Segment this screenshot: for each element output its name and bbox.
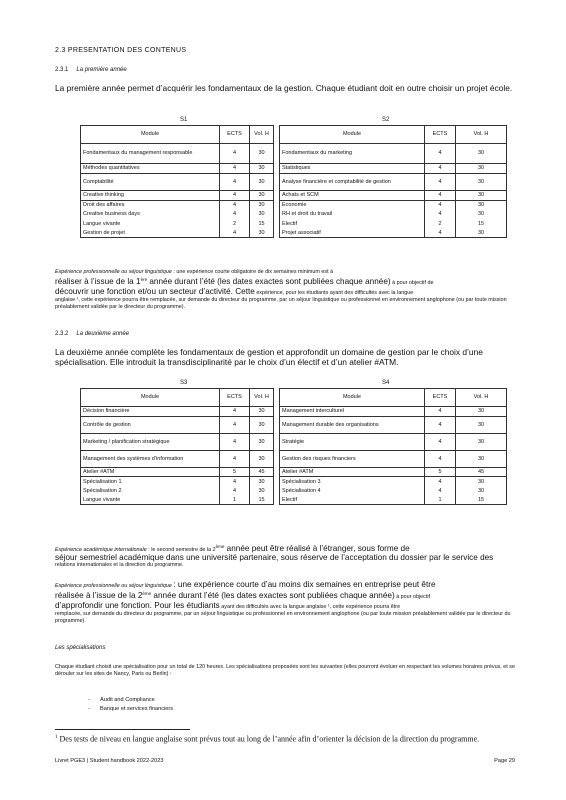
- first-year-intro: La première année permet d’acquérir les fondamentaux de la gestion. Chaque étudiant doit en outre choisir un projet école.: [55, 83, 513, 93]
- volume-cell: 30: [456, 191, 507, 201]
- ects-cell: 4: [220, 434, 250, 451]
- volume-cell: 30: [250, 164, 274, 174]
- module-cell: Langue vivante: [81, 220, 220, 229]
- second-year-intro: La deuxième année complète les fondamentaux de gestion et approfondit un domaine de gestion par le choix d’une spécialisation. Elle introduit la transdisciplinarité par le choix d’un électif et d’un atelier #ATM.: [55, 347, 483, 367]
- table-row: [81, 417, 507, 434]
- subsection-heading-232: [55, 331, 129, 337]
- ects-cell: 2: [220, 220, 250, 229]
- ects-cell: 4: [425, 477, 456, 487]
- volume-cell: 30: [456, 407, 507, 417]
- table-row: [81, 229, 507, 238]
- ects-cell: 4: [425, 164, 456, 174]
- specialisations-title: Les spécialisations: [55, 645, 106, 651]
- footnote-mark: 1: [55, 735, 58, 740]
- module-cell: Atelier #ATM: [81, 468, 220, 477]
- subsection-title: La première année: [76, 67, 127, 73]
- table-row: [81, 164, 507, 174]
- subsection-heading-231: [55, 67, 127, 73]
- ects-cell: 4: [220, 417, 250, 434]
- volume-header: Vol. H: [250, 389, 274, 407]
- ects-cell: 4: [425, 417, 456, 434]
- ects-cell: 4: [425, 144, 456, 164]
- module-cell: Electif: [280, 220, 425, 229]
- module-cell: Fondamentaux du marketing: [280, 144, 425, 164]
- table-row: [81, 210, 507, 220]
- ects-cell: 5: [220, 468, 250, 477]
- volume-cell: 30: [456, 434, 507, 451]
- module-cell: Electif: [280, 496, 425, 505]
- volume-cell: 30: [456, 164, 507, 174]
- volume-cell: 30: [250, 487, 274, 496]
- exp1-line1: Expérience professionnelle ou séjour linguistique : une expérience courte obligatoire de dix semaines minimum est à: [55, 269, 334, 275]
- footnote-text: Des tests de niveau en langue anglaise sont prévus tout au long de l’année afin d’orienter la décision de la direction du programme.: [59, 734, 480, 744]
- semester-label: S2: [382, 117, 390, 123]
- table-row: [81, 434, 507, 451]
- table-row: [81, 201, 507, 210]
- international-experience: [55, 543, 515, 569]
- ects-cell: 4: [220, 229, 250, 238]
- volume-header: Vol. H: [456, 126, 507, 144]
- module-cell: Management durable des organisations: [280, 417, 425, 434]
- exp1-line3: découvrir une fonction et/ou un secteur d’activité. Cette expérience, pour les étudiants ayant des difficultés avec la langue: [55, 286, 414, 296]
- table-row: [81, 451, 507, 468]
- module-header: Module: [280, 126, 425, 144]
- ects-cell: 4: [220, 201, 250, 210]
- specialisations-text: Chaque étudiant choisit une spécialisation pour un total de 120 heures. Les spécialisations proposées sont les suivantes (elles pourront évoluer en respectant les volumes horaires prévus, et se dérouler sur les sites de Nancy, Paris ou Berlin) :: [55, 664, 515, 678]
- ects-cell: 4: [425, 487, 456, 496]
- subsection-title: La deuxième année: [76, 331, 130, 337]
- volume-cell: 30: [250, 407, 274, 417]
- ects-cell: 1: [425, 496, 456, 505]
- ects-header: ECTS: [425, 389, 456, 407]
- exp3-line1: Expérience professionnelle ou séjour linguistique : une expérience courte d’au moins dix semaines en entreprise peut être: [55, 580, 436, 589]
- ects-cell: 4: [220, 210, 250, 220]
- exp3-rest: remplacée, sur demande du directeur du programme, par un séjour linguistique ou professionnel en environnement anglophone (ou par toute mission préalablement validée par le directeur du programme).: [55, 611, 511, 625]
- page-number: Page 29: [494, 758, 515, 764]
- table-row: [81, 468, 507, 477]
- module-cell: Stratégie: [280, 434, 425, 451]
- module-cell: Fondamentaux du management responsable: [81, 144, 220, 164]
- volume-cell: 15: [456, 220, 507, 229]
- semester-label: S4: [382, 380, 390, 386]
- module-cell: Méthodes quantitatives: [81, 164, 220, 174]
- module-cell: Management des systèmes d’information: [81, 451, 220, 468]
- volume-cell: 30: [456, 229, 507, 238]
- module-cell: Droit des affaires: [81, 201, 220, 210]
- ects-cell: 4: [220, 164, 250, 174]
- module-header: Module: [280, 389, 425, 407]
- table-row: [81, 191, 507, 201]
- ects-cell: 4: [220, 144, 250, 164]
- table-row: [81, 220, 507, 229]
- module-cell: Spécialisation 2: [81, 487, 220, 496]
- module-cell: Spécialisation 4: [280, 487, 425, 496]
- ects-cell: 4: [220, 174, 250, 191]
- module-cell: Contrôle de gestion: [81, 417, 220, 434]
- table-row: [81, 407, 507, 417]
- module-cell: Statistiques: [280, 164, 425, 174]
- ects-cell: 4: [425, 174, 456, 191]
- module-cell: Langue vivante: [81, 496, 220, 505]
- table-row: [81, 477, 507, 487]
- volume-header: Vol. H: [250, 126, 274, 144]
- module-cell: Décision financière: [81, 407, 220, 417]
- first-year-table: [80, 125, 507, 238]
- volume-cell: 30: [456, 417, 507, 434]
- module-cell: Analyse financière et comptabilité de gestion: [280, 174, 425, 191]
- exp2-line1: Expérience académique internationale : le second semestre de la 2ème année peut être réalisé à l’étranger, sous forme de: [55, 543, 410, 553]
- volume-cell: 30: [250, 417, 274, 434]
- professional-experience-year1: [55, 269, 515, 312]
- ects-header: ECTS: [220, 126, 250, 144]
- ects-cell: 4: [220, 407, 250, 417]
- volume-cell: 30: [456, 174, 507, 191]
- module-header: Module: [81, 126, 220, 144]
- exp2-line2: séjour semestriel académique dans une université partenaire, sous réserve de l’acceptation du dossier par le service des: [55, 553, 494, 563]
- volume-cell: 30: [456, 451, 507, 468]
- module-cell: Gestion des risques financiers: [280, 451, 425, 468]
- volume-cell: 30: [250, 210, 274, 220]
- volume-cell: 30: [456, 144, 507, 164]
- volume-cell: 45: [250, 468, 274, 477]
- ects-cell: 1: [220, 496, 250, 505]
- ects-cell: 4: [425, 451, 456, 468]
- volume-cell: 15: [250, 220, 274, 229]
- volume-cell: 30: [456, 487, 507, 496]
- footnote: [55, 733, 515, 745]
- module-cell: Projet associatif: [280, 229, 425, 238]
- table-row: [81, 174, 507, 191]
- ects-cell: 4: [220, 477, 250, 487]
- module-cell: Spécialisation 1: [81, 477, 220, 487]
- subsection-number: 2.3.1: [55, 67, 69, 73]
- module-cell: Spécialisation 3: [280, 477, 425, 487]
- volume-cell: 30: [250, 451, 274, 468]
- ects-cell: 4: [425, 210, 456, 220]
- volume-cell: 30: [250, 434, 274, 451]
- exp2-line3: relations internationales et la direction du programme.: [55, 561, 184, 568]
- module-cell: Comptabilité: [81, 174, 220, 191]
- ects-cell: 5: [425, 468, 456, 477]
- exp1-line2: réaliser à l’issue de la 1ère année durant l’été (les dates exactes sont publiées chaque année) à pour objectif de: [55, 277, 434, 287]
- volume-cell: 30: [250, 144, 274, 164]
- exp3-line3: d’approfondir une fonction. Pour les étudiants ayant des difficultés avec la langue anglaise ¹, cette expérience pourra être: [55, 600, 401, 610]
- footer-title: Livret PGE3 | Student handbook 2022-2023: [55, 758, 164, 764]
- module-cell: RH et droit du travail: [280, 210, 425, 220]
- volume-cell: 30: [250, 191, 274, 201]
- section-title: 2.3 PRESENTATION DES CONTENUS: [55, 47, 187, 54]
- volume-cell: 30: [250, 201, 274, 210]
- ects-cell: 4: [220, 451, 250, 468]
- exp3-line2: réalisée à l’issue de la 2ème année durant l’été (les dates exactes sont publiées chaque année) à pour objectif: [55, 591, 431, 601]
- volume-cell: 30: [456, 201, 507, 210]
- ects-header: ECTS: [425, 126, 456, 144]
- module-cell: Gestion de projet: [81, 229, 220, 238]
- ects-header: ECTS: [220, 389, 250, 407]
- volume-cell: 30: [456, 477, 507, 487]
- exp1-rest: anglaise ¹, cette expérience pourra être remplacée, sur demande du directeur du programme, par un séjour linguistique ou professionnel en environnement anglophone (ou par toute mission préalablement validée par le directeur du programme).: [55, 297, 507, 311]
- page: 2.3 PRESENTATION DES CONTENUS 2.3.1 La première année La première année permet d’acquérir les fondamentaux de la gestion. Chaque étudiant doit en outre choisir un projet école. S1 S2 Module ECTS Vol. H Module ECTS Vol. H Fondamentaux du management responsable 4 30 Fondamentaux du marketing 4 30 Méthodes quantitatives 4 30 Statistiques 4 30 Comptabilité 4 30 Analyse financière et comptabilité de gestion 4 30 Creative thinking 4 30 Achats et SCM 4 30 Droit des affaires 4 30 Economie 4 30 Creative business days 4 30 RH et droit du travail 4 30 Langue vivante 2 15 Electif 2 15 Gestion de projet 4 30 Projet associatif 4 30 Expérience professionnelle ou séjour linguistique : une expérience courte obligatoire de dix semaines minimum est à réaliser à l’issue de la 1ère année durant l’été (les dates exactes sont publiées chaque année) à pour objectif de découvrir une fonction et/ou un secteur d’activité. Cette expérience, pour les étudiants ayant des difficultés avec la langue anglaise ¹, cette expérience pourra être remplacée, sur demande du directeur du programme, par un séjour linguistique ou professionnel en environnement anglophone (ou par toute mission préalablement validée par le directeur du programme). 2.3.2 La deuxième année La deuxième année complète les fondamentaux de gestion et approfondit un domaine de gestion par le choix d’une spécialisation. Elle introduit la transdisciplinarité par le choix d’un électif et d’un atelier #ATM. S3 S4 Module ECTS Vol. H Module ECTS Vol. H Décision financière 4 30 Management interculturel 4 30 Contrôle de gestion 4 30 Management durable des organisations 4 30 Marketing / planification stratégique 4 30 Stratégie 4 30 Management des systèmes d’information 4 30 Gestion des risques financiers 4 30 Atelier #ATM 5 45 Atelier #ATM 5 45 Spécialisation 1 4 30 Spécialisation 3 4 30 Spécialisation 2 4 30 Spécialisation 4 4 30 Langue vivante 1 15 Electif 1 15 Expérience académique internationale : le second semestre de la 2ème année peut être réalisé à l’étranger, sous forme de séjour semestriel académique dans une université partenaire, sous réserve de l’acceptation du dossier par le service des relations internationales et la direction du programme. Expérience professionnelle ou séjour linguistique : une expérience courte d’au moins dix semaines en entreprise peut être réalisée à l’issue de la 2ème année durant l’été (les dates exactes sont publiées chaque année) à pour objectif d’approfondir une fonction. Pour les étudiants ayant des difficultés avec la langue anglaise ¹, cette expérience pourra être remplacée, sur demande du directeur du programme, par un séjour linguistique ou professionnel en environnement anglophone (ou par toute mission préalablement validée par le directeur du programme). Les spécialisations Chaque étudiant choisit une spécialisation pour un total de 120 heures. Les spécialisations proposées sont les suivantes (elles pourront évoluer en respectant les volumes horaires prévus, et se dérouler sur les sites de Nancy, Paris ou Berlin) : - Audit and Compliance - Banque et services financiers $^1$ Des tests de niveau en langue anglaise sont prévus tout au long de l’année afin d’orienter la décision de la direction du programme. Livret PGE3 | Student handbook 2022-2023 Page 29: [0, 0, 566, 800]
- module-cell: Marketing / planification stratégique: [81, 434, 220, 451]
- module-cell: Management interculturel: [280, 407, 425, 417]
- volume-cell: 30: [456, 210, 507, 220]
- semester-label: S3: [180, 380, 188, 386]
- volume-cell: 30: [250, 174, 274, 191]
- ects-cell: 4: [425, 407, 456, 417]
- ects-cell: 4: [220, 191, 250, 201]
- semester-label: S1: [180, 117, 188, 123]
- volume-cell: 45: [456, 468, 507, 477]
- volume-cell: 15: [250, 496, 274, 505]
- table-row: [81, 487, 507, 496]
- module-header: Module: [81, 389, 220, 407]
- table-row: [81, 144, 507, 164]
- module-cell: Atelier #ATM: [280, 468, 425, 477]
- ects-cell: 4: [425, 434, 456, 451]
- subsection-number: 2.3.2: [55, 331, 69, 337]
- module-cell: Achats et SCM: [280, 191, 425, 201]
- module-cell: Creative business days: [81, 210, 220, 220]
- ects-cell: 4: [220, 487, 250, 496]
- ects-cell: 2: [425, 220, 456, 229]
- second-year-table: [80, 388, 507, 505]
- ects-cell: 4: [425, 229, 456, 238]
- volume-header: Vol. H: [456, 389, 507, 407]
- ects-cell: 4: [425, 191, 456, 201]
- volume-cell: 30: [250, 477, 274, 487]
- table-row: [81, 496, 507, 505]
- volume-cell: 15: [456, 496, 507, 505]
- module-cell: Economie: [280, 201, 425, 210]
- module-cell: Creative thinking: [81, 191, 220, 201]
- ects-cell: 4: [425, 201, 456, 210]
- page-footer: [55, 758, 515, 764]
- professional-experience-year2: [55, 581, 515, 626]
- footnote-rule: [55, 729, 190, 730]
- volume-cell: 30: [250, 229, 274, 238]
